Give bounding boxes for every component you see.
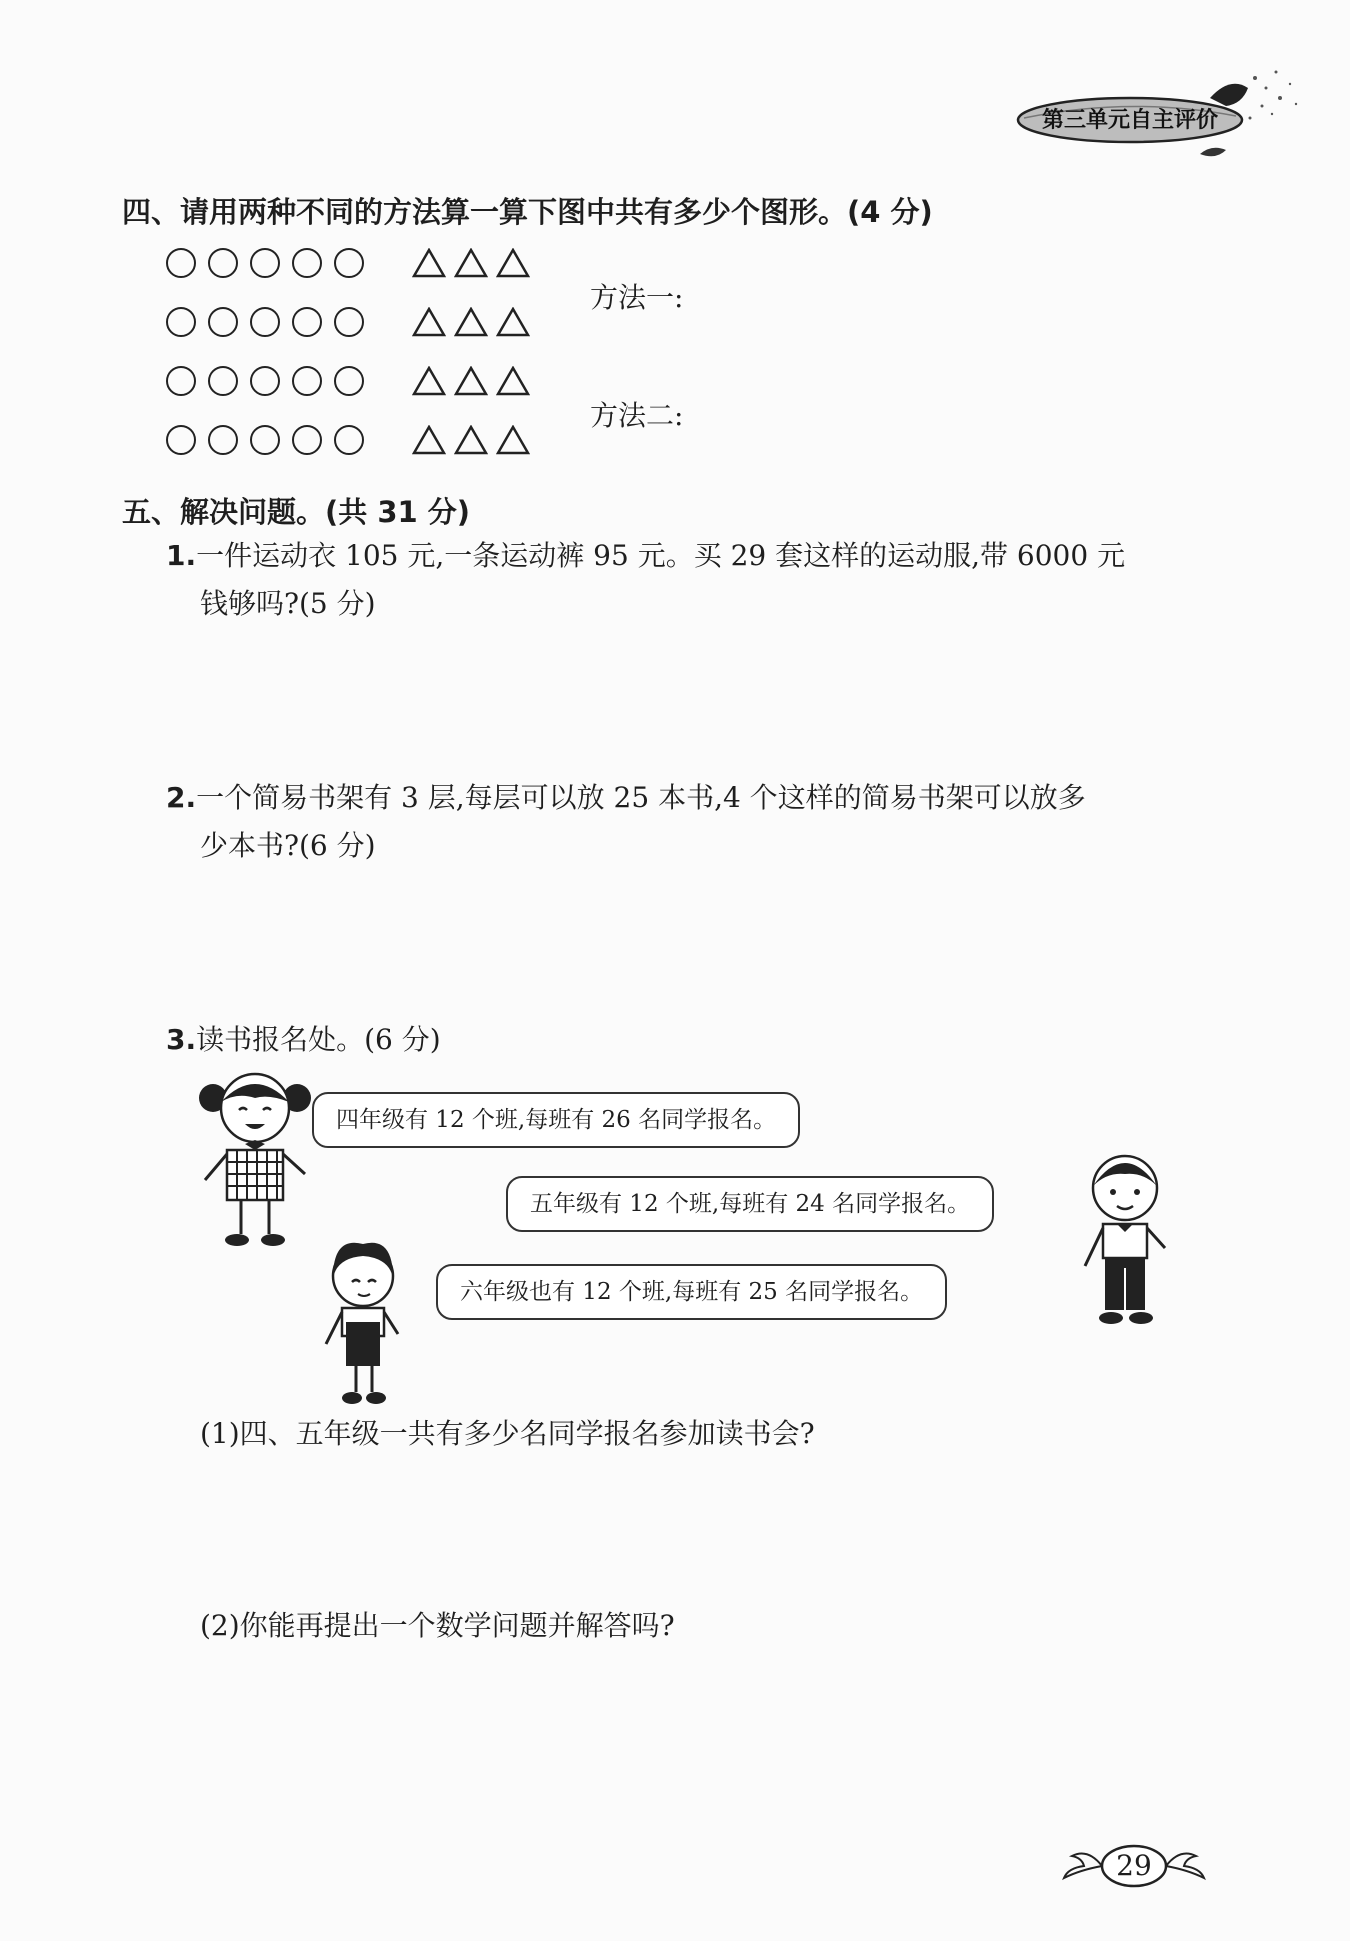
boy-illustration (1075, 1148, 1175, 1334)
sub-question-1: (1)四、五年级一共有多少名同学报名参加读书会? (200, 1417, 815, 1450)
shapes-row (166, 425, 538, 455)
circle-shape (208, 366, 238, 396)
triangle-shape (454, 366, 488, 396)
circle-shape (334, 248, 364, 278)
circle-shape (166, 425, 196, 455)
triangle-shape (496, 366, 530, 396)
circle-shape (292, 425, 322, 455)
circle-shape (292, 307, 322, 337)
section-4-title: 四、请用两种不同的方法算一算下图中共有多少个图形。(4 分) (122, 195, 933, 229)
question-2 (166, 774, 1226, 870)
girl-overalls-illustration (318, 1238, 408, 1408)
method-2-label: 方法二: (590, 399, 684, 432)
girl-pigtails-illustration (195, 1068, 315, 1252)
circle-shape (166, 248, 196, 278)
triangle-shape (412, 248, 446, 278)
triangle-shape (412, 366, 446, 396)
circle-shape (250, 248, 280, 278)
question-number: 2. (166, 781, 197, 814)
page-number: 29 (1116, 1849, 1152, 1882)
circle-shape (334, 425, 364, 455)
question-3-title (166, 1016, 441, 1064)
question-1 (166, 532, 1226, 628)
question-1-line-2: 钱够吗?(5 分) (200, 587, 376, 620)
section-5-title: 五、解决问题。(共 31 分) (122, 495, 471, 529)
shapes-row (166, 307, 538, 337)
circle-shape (250, 366, 280, 396)
speech-bubble-grade-4: 四年级有 12 个班,每班有 26 名同学报名。 (312, 1092, 800, 1148)
question-2-line-2: 少本书?(6 分) (200, 829, 376, 862)
unit-badge-label: 第三单元自主评价 (1041, 108, 1218, 133)
question-number: 1. (166, 539, 197, 572)
method-1-label: 方法一: (590, 281, 684, 314)
triangle-shape (496, 307, 530, 337)
shapes-row (166, 248, 538, 278)
circle-shape (334, 366, 364, 396)
circle-shape (166, 366, 196, 396)
circle-shape (208, 307, 238, 337)
question-number: 3. (166, 1023, 197, 1056)
question-2-line-1: 一个简易书架有 3 层,每层可以放 25 本书,4 个这样的简易书架可以放多 (196, 781, 1086, 814)
circle-shape (208, 248, 238, 278)
speech-bubble-grade-6: 六年级也有 12 个班,每班有 25 名同学报名。 (436, 1264, 947, 1320)
speech-bubble-grade-5: 五年级有 12 个班,每班有 24 名同学报名。 (506, 1176, 994, 1232)
circle-shape (250, 307, 280, 337)
triangle-shape (496, 248, 530, 278)
triangle-shape (454, 248, 488, 278)
triangle-shape (454, 307, 488, 337)
triangle-shape (496, 425, 530, 455)
shapes-figure (166, 248, 538, 455)
triangle-shape (412, 425, 446, 455)
sub-question-2: (2)你能再提出一个数学问题并解答吗? (200, 1609, 675, 1642)
circle-shape (334, 307, 364, 337)
circle-shape (166, 307, 196, 337)
circle-shape (250, 425, 280, 455)
triangle-shape (412, 307, 446, 337)
circle-shape (292, 366, 322, 396)
question-1-line-1: 一件运动衣 105 元,一条运动裤 95 元。买 29 套这样的运动服,带 6000 元 (196, 539, 1126, 572)
shapes-row (166, 366, 538, 396)
triangle-shape (454, 425, 488, 455)
circle-shape (208, 425, 238, 455)
circle-shape (292, 248, 322, 278)
question-3-title-text: 读书报名处。(6 分) (196, 1023, 441, 1056)
